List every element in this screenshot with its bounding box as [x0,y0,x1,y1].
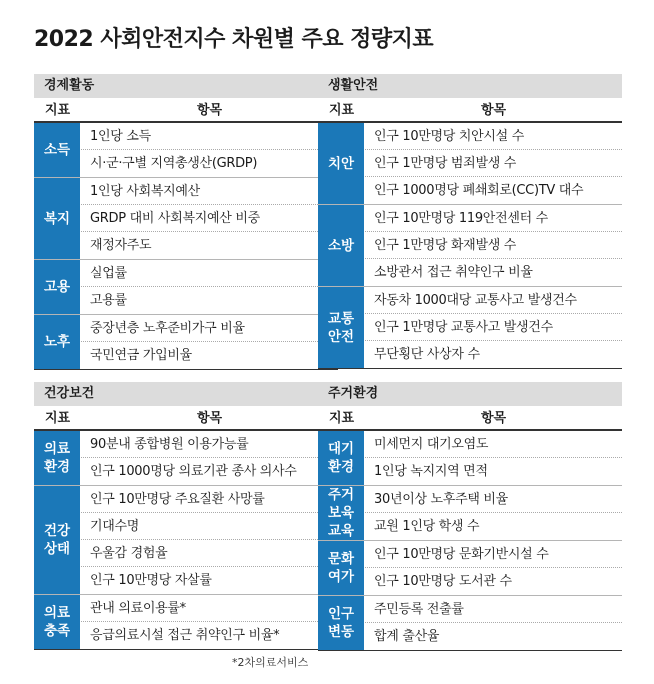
indicator-group [318,541,622,596]
item-row: 인구 1000명당 의료기관 종사 의사수 [90,464,297,479]
column-header-item: 항목 [365,99,622,121]
indicator-label-line: 환경 [43,459,71,475]
indicator-label-line: 주거 [327,487,355,503]
column-header-indicator: 지표 [34,407,81,429]
item-row: 고용률 [90,293,127,308]
indicator-label [34,260,81,314]
item-row: 인구 10만명당 도서관 수 [374,574,512,589]
indicator-group [318,123,622,205]
column-header [318,406,622,431]
item-row: 인구 10만명당 문화기반시설 수 [365,541,622,568]
item-row: 재정자주도 [90,238,152,253]
indicator-group [318,486,622,541]
indicator-label-line: 치안 [327,155,355,172]
item-list [81,315,338,369]
indicator-label [34,595,81,649]
indicator-group [34,123,338,178]
indicator-group [34,431,338,486]
column-header [34,406,338,431]
item-list [81,486,338,594]
item-row: 국민연금 가입비율 [90,348,192,363]
column-header-item: 항목 [365,407,622,429]
indicator-label-line: 소방 [327,237,355,254]
item-row: 인구 10만명당 자살률 [90,573,212,588]
indicator-label [34,123,81,177]
indicator-label [318,596,365,650]
column-header [34,98,338,123]
item-list [81,595,338,649]
item-row: 기대수명 [81,513,338,540]
panel-residential-environment [318,382,622,651]
item-row: 우울감 경험율 [81,540,338,567]
indicator-label [318,123,365,204]
panel-living-safety [318,74,622,369]
indicator-group [318,431,622,486]
item-row: 시·군·구별 지역총생산(GRDP) [90,156,258,171]
indicator-group [318,287,622,369]
indicator-label [318,205,365,286]
indicator-label-line: 건강 [43,523,71,539]
item-row: 실업률 [81,260,338,287]
indicator-label-line: 충족 [43,623,71,639]
indicator-label-line: 변동 [327,624,355,640]
indicator-label-line: 의료 [43,441,71,457]
column-header-item: 항목 [81,407,338,429]
item-list [365,287,622,368]
item-list [365,541,622,595]
indicator-label [318,486,365,540]
indicator-label-line: 고용 [43,279,71,295]
item-list [365,205,622,286]
item-list [365,431,622,485]
column-header-item: 항목 [81,99,338,121]
indicator-label-line: 보육 [327,505,355,521]
item-row: 인구 1만명당 범죄발생 수 [365,150,622,177]
indicator-label [34,178,81,259]
item-list [81,123,338,177]
panel-health [34,382,338,650]
indicator-group [318,205,622,287]
column-header-indicator: 지표 [34,99,81,121]
item-list [365,123,622,204]
item-row: 90분내 종합병원 이용가능률 [81,431,338,458]
item-row: 1인당 녹지지역 면적 [374,464,488,479]
indicator-group [34,595,338,650]
indicator-label-line: 여가 [327,569,355,585]
indicator-label [318,541,365,595]
indicator-group [34,315,338,370]
item-list [81,260,338,314]
page-title: 2022 사회안전지수 차원별 주요 정량지표 [34,27,434,52]
item-list [365,596,622,650]
item-row: 30년이상 노후주택 비율 [365,486,622,513]
item-row: 자동차 1000대당 교통사고 발생건수 [365,287,622,314]
item-row: 교원 1인당 학생 수 [374,519,480,534]
indicator-label [318,287,365,368]
column-header-indicator: 지표 [318,99,365,121]
item-row: 합계 출산율 [374,629,440,644]
footnote: *2차의료서비스 [232,656,309,669]
indicator-label-line: 소득 [43,142,71,158]
indicator-label [34,315,81,369]
indicator-label-line: 노후 [43,334,71,350]
panel-title: 생활안전 [318,74,622,98]
indicator-label-line: 의료 [43,605,71,621]
item-row: 무단횡단 사상자 수 [374,347,480,362]
indicator-group [34,178,338,260]
item-row: 인구 10만명당 치안시설 수 [365,123,622,150]
item-row: 1인당 소득 [81,123,338,150]
indicator-label-line: 교통 [327,310,355,327]
item-row: GRDP 대비 사회복지예산 비중 [81,205,338,232]
indicator-label-line: 교육 [327,523,355,539]
indicator-label [34,486,81,594]
item-row: 인구 10만명당 119안전센터 수 [365,205,622,232]
item-row: 중장년층 노후준비가구 비율 [81,315,338,342]
item-row: 주민등록 전출률 [365,596,622,623]
item-row: 인구 1만명당 화재발생 수 [365,232,622,259]
panel-title: 주거환경 [318,382,622,406]
item-row: 관내 의료이용률* [81,595,338,622]
item-row: 인구 10만명당 주요질환 사망률 [81,486,338,513]
panel-title: 경제활동 [34,74,338,98]
column-header-indicator: 지표 [318,407,365,429]
item-row: 인구 1000명당 폐쇄회로(CC)TV 대수 [374,183,584,198]
indicator-label-line: 문화 [327,551,355,567]
indicator-group [34,486,338,595]
indicator-group [34,260,338,315]
item-row: 소방관서 접근 취약인구 비율 [374,265,533,280]
indicator-label [34,431,81,485]
indicator-group [318,596,622,651]
indicator-label-line: 대기 [327,441,355,457]
item-list [365,486,622,540]
indicator-label [318,431,365,485]
item-row: 응급의료시설 접근 취약인구 비율* [90,628,280,643]
item-row: 인구 1만명당 교통사고 발생건수 [365,314,622,341]
item-row: 1인당 사회복지예산 [81,178,338,205]
item-list [81,431,338,485]
panel-title: 건강보건 [34,382,338,406]
column-header [318,98,622,123]
panel-economic-activity [34,74,338,370]
indicator-label-line: 환경 [327,459,355,475]
item-list [81,178,338,259]
indicator-label-line: 복지 [43,210,71,227]
indicator-label-line: 인구 [327,606,355,622]
item-row: 미세먼지 대기오염도 [365,431,622,458]
indicator-label-line: 상태 [43,541,71,557]
indicator-label-line: 안전 [327,328,355,345]
